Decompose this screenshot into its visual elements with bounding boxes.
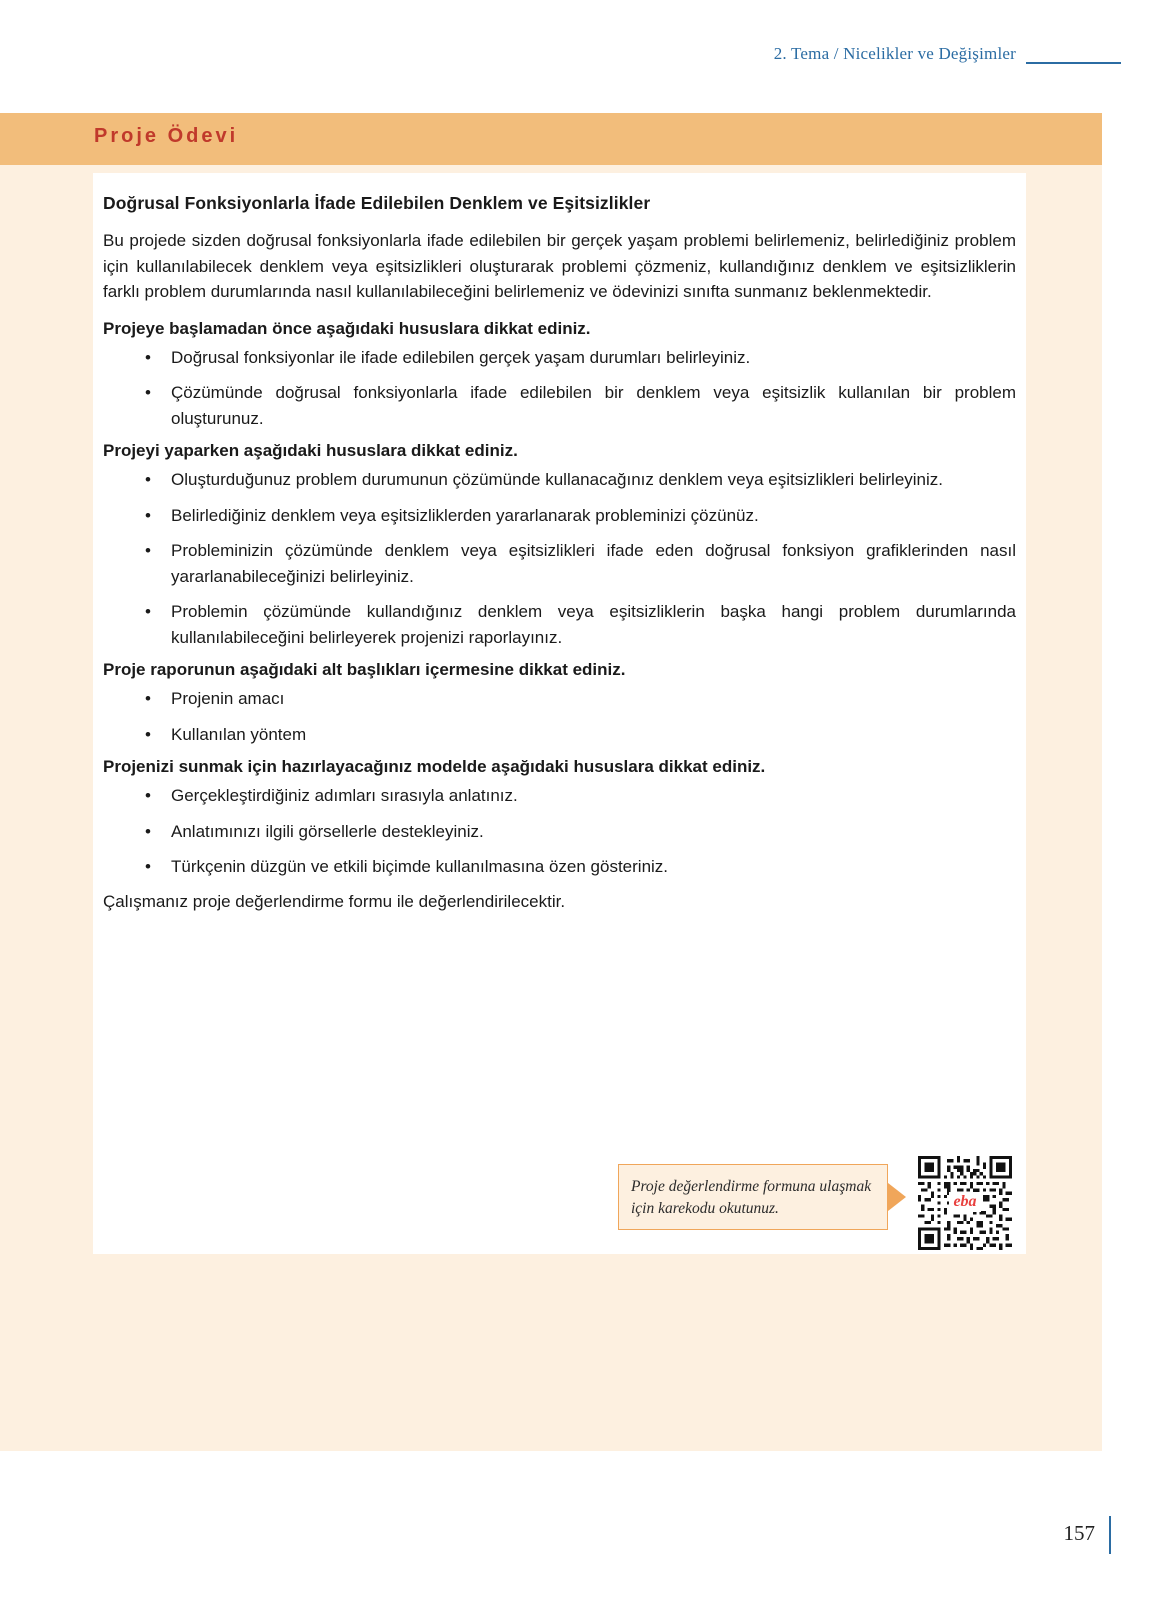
intro-paragraph: Bu projede sizden doğrusal fonksiyonlarla ifade edilebilen bir gerçek yaşam problemi belirlemeniz, belirlediğiniz problem için kullanılabilecek denklem veya eşitsizlikleri oluşturarak problemi çözmeniz, kullandığınız denklem ve eşitsizliklerin farklı problem durumlarında nasıl kullanılabileceğini belirlemeniz ve ödevinizi sınıfta sunmanız beklenmektedir. bbox=[103, 231, 1016, 301]
bullet-list-2 bbox=[103, 467, 1016, 650]
bullet-list-4 bbox=[103, 783, 1016, 880]
list-item: • Doğrusal fonksiyonlar ile ifade edilebilen gerçek yaşam durumları belirleyiniz. bbox=[103, 345, 1016, 371]
qr-callout-box bbox=[618, 1164, 888, 1230]
list-item: • Belirlediğiniz denklem veya eşitsizliklerden yararlanarak probleminizi çözünüz. bbox=[103, 503, 1016, 529]
list-item: • Probleminizin çözümünde denklem veya eşitsizlikleri ifade eden doğrusal fonksiyon grafiklerinden nasıl yararlanabileceğinizi belirleyiniz. bbox=[103, 538, 1016, 589]
list-item: • Projenin amacı bbox=[103, 686, 1016, 712]
subheading-3: Proje raporunun aşağıdaki alt başlıkları içermesine dikkat ediniz. bbox=[103, 660, 626, 679]
list-item: • Çözümünde doğrusal fonksiyonlarla ifade edilebilen bir denklem veya eşitsizlik kullanılan bir problem oluşturunuz. bbox=[103, 380, 1016, 431]
page-number: 157 bbox=[1063, 1521, 1095, 1545]
list-item: • Kullanılan yöntem bbox=[103, 722, 1016, 748]
page-footer bbox=[0, 1520, 1151, 1580]
callout-arrow-icon bbox=[888, 1183, 906, 1211]
list-item: • Problemin çözümünde kullandığınız denklem veya eşitsizliklerin başka hangi problem durumlarında kullanılabileceğini belirleyerek projenizi raporlayınız. bbox=[103, 599, 1016, 650]
header-rule bbox=[1026, 62, 1121, 64]
bullet-list-3 bbox=[103, 686, 1016, 747]
content-card bbox=[93, 173, 1026, 1254]
bullet-list-1 bbox=[103, 345, 1016, 432]
subheading-2: Projeyi yaparken aşağıdaki hususlara dikkat ediniz. bbox=[103, 441, 518, 460]
qr-callout-block bbox=[618, 1156, 1013, 1256]
section-title-label: Proje Ödevi bbox=[94, 125, 239, 147]
footer-rule bbox=[1109, 1516, 1111, 1554]
list-item: • Türkçenin düzgün ve etkili biçimde kullanılmasına özen gösteriniz. bbox=[103, 854, 1016, 880]
subheading-4: Projenizi sunmak için hazırlayacağınız modelde aşağıdaki hususlara dikkat ediniz. bbox=[103, 757, 766, 776]
closing-note: Çalışmanız proje değerlendirme formu ile değerlendirilecektir. bbox=[103, 891, 566, 911]
running-head: 2. Tema / Nicelikler ve Değişimler bbox=[773, 44, 1016, 63]
content-inner bbox=[103, 193, 1016, 912]
eba-logo-icon: eba bbox=[949, 1192, 981, 1212]
qr-callout-text: Proje değerlendirme formuna ulaşmak için karekodu okutunuz. bbox=[631, 1178, 872, 1218]
subheading-1: Projeye başlamadan önce aşağıdaki hususlara dikkat ediniz. bbox=[103, 318, 591, 338]
list-item: • Anlatımınızı ilgili görsellerle destekleyiniz. bbox=[103, 819, 1016, 845]
project-heading: Doğrusal Fonksiyonlarla İfade Edilebilen Denklem ve Eşitsizlikler bbox=[103, 193, 651, 213]
list-item: • Oluşturduğunuz problem durumunun çözümünde kullanacağınız denklem veya eşitsizlikleri belirleyiniz. bbox=[103, 467, 1016, 493]
list-item: • Gerçekleştirdiğiniz adımları sırasıyla anlatınız. bbox=[103, 783, 1016, 809]
page-header bbox=[0, 0, 1151, 96]
